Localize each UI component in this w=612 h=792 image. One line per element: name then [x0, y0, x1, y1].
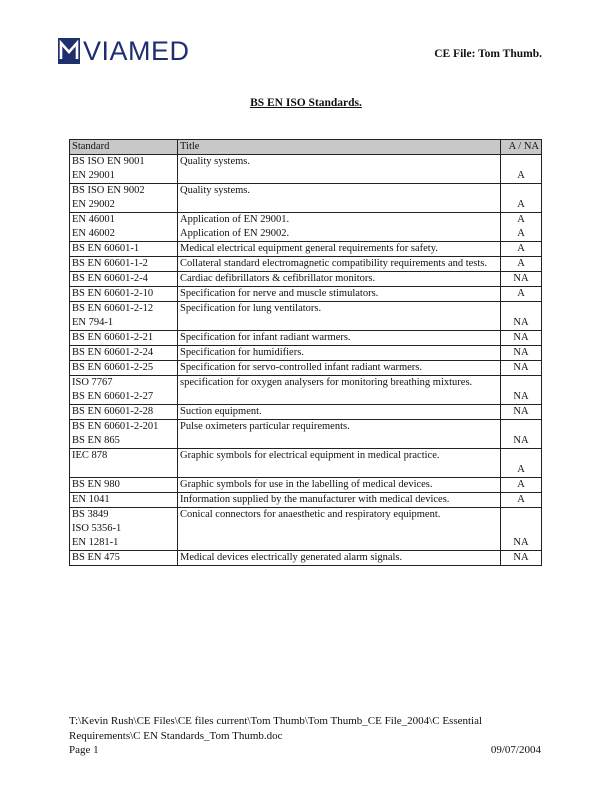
standard-cell — [70, 155, 178, 184]
applicability-value: A — [517, 464, 525, 475]
applicability-cell — [501, 331, 542, 346]
viamed-logo-icon — [58, 38, 80, 64]
title-cell — [178, 331, 501, 346]
standard-code: BS EN 865 — [72, 435, 120, 446]
footer-page-number: Page 1 — [69, 744, 99, 756]
applicability-cell — [501, 302, 542, 331]
applicability-value: NA — [513, 273, 529, 284]
title-cell — [178, 478, 501, 493]
applicability-cell — [501, 478, 542, 493]
table-row — [70, 478, 542, 493]
standard-code: EN 29002 — [72, 199, 115, 210]
standard-title: Specification for infant radiant warmers. — [180, 332, 351, 343]
applicability-cell — [501, 346, 542, 361]
applicability-cell — [501, 420, 542, 449]
applicability-cell — [501, 376, 542, 405]
applicability-value: A — [517, 479, 525, 490]
standard-code — [72, 463, 175, 477]
header-title: Title — [178, 140, 501, 155]
standard-code: EN 46002 — [72, 228, 115, 239]
ce-file-label: CE File: Tom Thumb. — [434, 48, 542, 60]
applicability-cell — [501, 551, 542, 566]
standard-title: Collateral standard electromagnetic compatibility requirements and tests. — [180, 258, 488, 269]
standard-code: BS EN 980 — [72, 479, 120, 490]
table-header-row — [70, 140, 542, 155]
applicability-value: NA — [513, 537, 529, 548]
table-row — [70, 302, 542, 331]
standard-cell — [70, 478, 178, 493]
standard-cell — [70, 346, 178, 361]
table-row — [70, 361, 542, 376]
title-cell — [178, 242, 501, 257]
standard-cell — [70, 242, 178, 257]
title-cell — [178, 155, 501, 184]
standard-cell — [70, 493, 178, 508]
applicability-cell — [501, 493, 542, 508]
standard-code: BS EN 60601-2-12 — [72, 303, 154, 314]
standard-cell — [70, 213, 178, 242]
standard-code: BS 3849 — [72, 509, 109, 520]
title-cell — [178, 257, 501, 272]
applicability-cell — [501, 184, 542, 213]
title-cell — [178, 346, 501, 361]
standard-code: BS EN 60601-1-2 — [72, 258, 148, 269]
applicability-value: NA — [513, 391, 529, 402]
title-cell — [178, 508, 501, 551]
header-a-na: A / NA — [501, 140, 542, 155]
applicability-value: NA — [513, 332, 529, 343]
table-row — [70, 508, 542, 551]
applicability-value: A — [517, 494, 525, 505]
applicability-cell — [501, 242, 542, 257]
standard-cell — [70, 272, 178, 287]
applicability-cell — [501, 508, 542, 551]
table-row — [70, 287, 542, 302]
standard-title: Application of EN 29002. — [180, 228, 290, 239]
applicability-cell — [501, 361, 542, 376]
table-row — [70, 346, 542, 361]
table-row — [70, 242, 542, 257]
table-row — [70, 184, 542, 213]
standard-cell — [70, 405, 178, 420]
applicability-cell — [501, 287, 542, 302]
table-row — [70, 376, 542, 405]
standard-title: Specification for humidifiers. — [180, 347, 304, 358]
standard-title: Medical electrical equipment general requirements for safety. — [180, 243, 438, 254]
applicability-cell — [501, 272, 542, 287]
standard-code: BS EN 60601-2-28 — [72, 406, 154, 417]
standard-code: EN 794-1 — [72, 317, 114, 328]
standard-code: IEC 878 — [72, 450, 108, 461]
standard-cell — [70, 302, 178, 331]
applicability-value: A — [517, 258, 525, 269]
footer-date: 09/07/2004 — [490, 744, 541, 756]
title-cell — [178, 213, 501, 242]
table-row — [70, 420, 542, 449]
standard-title: Suction equipment. — [180, 406, 262, 417]
standard-title: Quality systems. — [180, 156, 250, 167]
standard-title: specification for oxygen analysers for monitoring breathing mixtures. — [180, 377, 473, 388]
standard-code: EN 29001 — [72, 170, 115, 181]
standard-code: BS EN 60601-2-25 — [72, 362, 154, 373]
applicability-value: NA — [513, 347, 529, 358]
applicability-value: NA — [513, 317, 529, 328]
standard-code: BS EN 60601-2-4 — [72, 273, 148, 284]
header-standard: Standard — [70, 140, 178, 155]
applicability-value: A — [517, 243, 525, 254]
standard-title: Conical connectors for anaesthetic and respiratory equipment. — [180, 509, 441, 520]
standard-code: ISO 5356-1 — [72, 523, 122, 534]
title-cell — [178, 287, 501, 302]
standard-cell — [70, 551, 178, 566]
table-row — [70, 272, 542, 287]
standard-cell — [70, 287, 178, 302]
standard-code: BS EN 60601-2-201 — [72, 421, 159, 432]
standard-title: Specification for nerve and muscle stimulators. — [180, 288, 379, 299]
standard-code: BS EN 60601-2-10 — [72, 288, 154, 299]
applicability-cell — [501, 213, 542, 242]
table-row — [70, 493, 542, 508]
table-row — [70, 155, 542, 184]
applicability-value: NA — [513, 435, 529, 446]
table-row — [70, 405, 542, 420]
standard-cell — [70, 508, 178, 551]
standard-code: ISO 7767 — [72, 377, 113, 388]
standard-title: Graphic symbols for use in the labelling of medical devices. — [180, 479, 433, 490]
standard-code: BS ISO EN 9001 — [72, 156, 145, 167]
title-cell — [178, 551, 501, 566]
standard-cell — [70, 361, 178, 376]
standard-title: Application of EN 29001. — [180, 214, 290, 225]
title-cell — [178, 302, 501, 331]
standard-code: BS EN 60601-2-21 — [72, 332, 154, 343]
standard-code: EN 46001 — [72, 214, 115, 225]
standard-title: Quality systems. — [180, 185, 250, 196]
standard-cell — [70, 420, 178, 449]
title-cell — [178, 405, 501, 420]
page-title: BS EN ISO Standards. — [250, 97, 362, 109]
table-row — [70, 257, 542, 272]
title-cell — [178, 361, 501, 376]
title-cell — [178, 376, 501, 405]
standard-title: Cardiac defibrillators & cefibrillator monitors. — [180, 273, 376, 284]
title-cell — [178, 420, 501, 449]
standard-code: BS EN 60601-2-24 — [72, 347, 154, 358]
viamed-logo — [58, 36, 190, 66]
applicability-value: NA — [513, 362, 529, 373]
applicability-value: A — [517, 199, 525, 210]
standard-cell — [70, 184, 178, 213]
standard-cell — [70, 331, 178, 346]
standard-cell — [70, 449, 178, 478]
standard-cell — [70, 376, 178, 405]
applicability-value: A — [517, 228, 525, 239]
applicability-cell — [501, 449, 542, 478]
title-cell — [178, 272, 501, 287]
standard-title: Specification for servo-controlled infant radiant warmers. — [180, 362, 422, 373]
standard-title: Information supplied by the manufacturer with medical devices. — [180, 494, 450, 505]
standard-title: Graphic symbols for electrical equipment in medical practice. — [180, 450, 440, 461]
standard-code: BS EN 60601-1 — [72, 243, 140, 254]
title-cell — [178, 493, 501, 508]
standard-code: BS EN 60601-2-27 — [72, 391, 154, 402]
standard-cell — [70, 257, 178, 272]
applicability-value: NA — [513, 406, 529, 417]
applicability-value: A — [517, 288, 525, 299]
standards-table-body — [70, 155, 542, 566]
applicability-cell — [501, 405, 542, 420]
standard-title: Specification for lung ventilators. — [180, 303, 322, 314]
applicability-value: A — [517, 214, 525, 225]
table-row — [70, 551, 542, 566]
standard-title: Pulse oximeters particular requirements. — [180, 421, 350, 432]
standard-title: Medical devices electrically generated alarm signals. — [180, 552, 403, 563]
applicability-value: A — [517, 170, 525, 181]
standard-code: BS ISO EN 9002 — [72, 185, 145, 196]
standard-code: EN 1041 — [72, 494, 110, 505]
standards-table — [69, 139, 542, 566]
table-row — [70, 331, 542, 346]
standard-code: BS EN 475 — [72, 552, 120, 563]
table-row — [70, 449, 542, 478]
applicability-cell — [501, 155, 542, 184]
footer-file-path: T:\Kevin Rush\CE Files\CE files current\Tom Thumb\Tom Thumb_CE File_2004\C Essential Requirements\C EN Standards_Tom Thumb.doc — [69, 715, 483, 742]
logo-text: VIAMED — [83, 36, 190, 66]
applicability-value: NA — [513, 552, 529, 563]
standard-code: EN 1281-1 — [72, 537, 119, 548]
applicability-cell — [501, 257, 542, 272]
title-cell — [178, 449, 501, 478]
title-cell — [178, 184, 501, 213]
table-row — [70, 213, 542, 242]
